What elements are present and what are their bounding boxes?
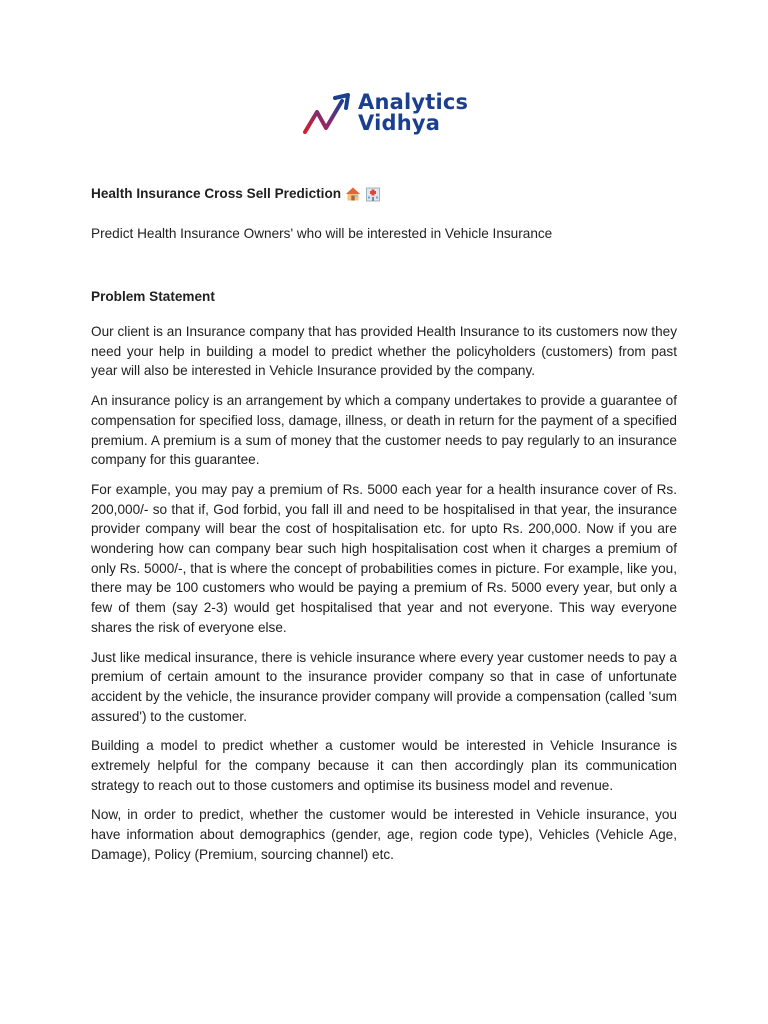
paragraph: Just like medical insurance, there is vehicle insurance where every year customer needs to pay a premium of certain amount to the insurance provider company so that in case of unfortunate accident by the vehicle, the insurance provider company will provide a compensation (called 'sum assured') to the customer.: [91, 649, 677, 724]
house-emoji-icon: [345, 186, 361, 202]
paragraph: An insurance policy is an arrangement by which a company undertakes to provide a guarantee of compensation for specified loss, damage, illness, or death in return for the payment of a specified premium. A premium is a sum of money that the customer needs to pay regularly to an insurance company for this guarantee.: [91, 393, 677, 468]
hospital-emoji-icon: [365, 186, 381, 202]
analytics-vidhya-logo: [302, 92, 472, 140]
analytics-vidhya-logo-mark-icon: [302, 92, 354, 138]
logo-wordmark: [358, 92, 468, 134]
section-heading: Problem Statement: [91, 289, 215, 304]
document-title: Health Insurance Cross Sell Prediction: [91, 186, 342, 201]
paragraph: Our client is an Insurance company that has provided Health Insurance to its customers now they need your help in building a model to predict whether the policyholders (customers) from past year will also be interested in Vehicle Insurance provided by the company.: [91, 324, 677, 379]
paragraph: Building a model to predict whether a customer would be interested in Vehicle Insurance is extremely helpful for the company because it can then accordingly plan its communication strategy to reach out to those customers and optimise its business model and revenue.: [91, 738, 677, 793]
document-subtitle: Predict Health Insurance Owners' who will be interested in Vehicle Insurance: [91, 226, 553, 241]
logo-line-1: Analytics: [358, 90, 469, 114]
paragraph: For example, you may pay a premium of Rs. 5000 each year for a health insurance cover of Rs. 200,000/- so that if, God forbid, you fall ill and need to be hospitalised in that year, the insurance provider company will bear the cost of hospitalisation etc. for upto Rs. 200,000. Now if you are wondering how can company bear such high hospitalisation cost when it charges a premium of only Rs. 5000/-, that is where the concept of probabilities comes in picture. For example, like you, there may be 100 customers who would be paying a premium of Rs. 5000 every year, but only a few of them (say 2-3) would get hospitalised that year and not everyone. This way everyone shares the risk of everyone else.: [91, 481, 677, 635]
document-body: [91, 184, 677, 865]
document-title-row: [91, 184, 677, 204]
logo-line-2: Vidhya: [358, 111, 441, 135]
paragraph: Now, in order to predict, whether the customer would be interested in Vehicle insurance, you have information about demographics (gender, age, region code type), Vehicles (Vehicle Age, Damage), Policy (Premium, sourcing channel) etc.: [91, 807, 677, 862]
